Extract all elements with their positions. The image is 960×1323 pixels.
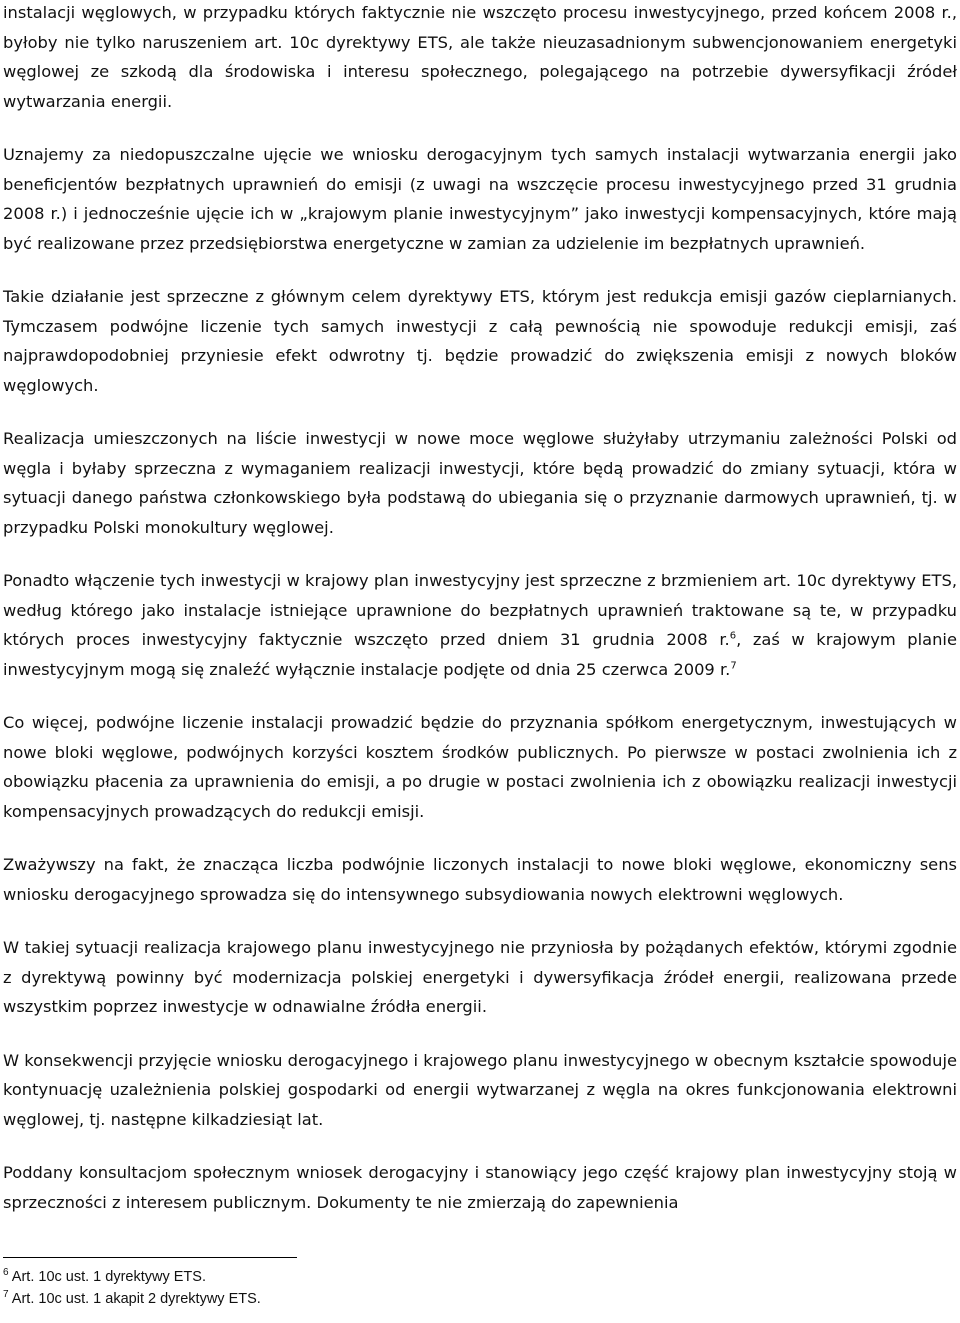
footnote-separator <box>3 1257 297 1258</box>
footnote-7 <box>3 1288 957 1310</box>
footnote-ref-6[interactable]: 6 <box>729 630 737 642</box>
paragraph-10: Poddany konsultacjom społecznym wniosek derogacyjny i stanowiący jego część krajowy plan inwestycyjny stoją w sprzeczności z interesem publicznym. Dokumenty te nie zmierzają do zapewnienia <box>3 1163 957 1212</box>
footnote-6 <box>3 1266 957 1288</box>
paragraph-6: Co więcej, podwójne liczenie instalacji prowadzić będzie do przyznania spółkom energetycznym, inwestujących w nowe bloki węglowe, podwójnych korzyści kosztem środków publicznych. Po pierwsze w postaci zwolnienia ich z obowiązku płacenia za uprawnienia do emisji, a po drugie w postaci zwolnienia ich z obowiązku realizacji inwestycji kompensacyjnych prowadzących do redukcji emisji. <box>3 713 957 821</box>
footnotes <box>3 1257 957 1310</box>
paragraph-5-text-a: Ponadto włączenie tych inwestycji w krajowy plan inwestycyjny jest sprzeczne z brzmieniem art. 10c dyrektywy ETS, według którego jako instalacje istniejące uprawnione do bezpłatnych uprawnień traktowane są te, w przypadku których proces inwestycyjny faktycznie wszczęto przed dniem 31 grudnia 2008 r. <box>3 571 957 649</box>
footnote-text: Art. 10c ust. 1 dyrektywy ETS. <box>8 1269 206 1285</box>
paragraph-3: Takie działanie jest sprzeczne z głównym celem dyrektywy ETS, którym jest redukcja emisji gazów cieplarnianych. Tymczasem podwójne liczenie tych samych inwestycji z całą pewnością nie spowoduje redukcji emisji, zaś najprawdopodobniej przyniesie efekt odwrotny tj. będzie prowadzić do zwiększenia emisji z nowych bloków węglowych. <box>3 287 957 395</box>
paragraph-2: Uznajemy za niedopuszczalne ujęcie we wniosku derogacyjnym tych samych instalacji wytwarzania energii jako beneficjentów bezpłatnych uprawnień do emisji (z uwagi na wszczęcie procesu inwestycyjnego przed 31 grudnia 2008 r.) i jednocześnie ujęcie ich w „krajowym planie inwestycyjnym” jako inwestycji kompensacyjnych, które mają być realizowane przez przedsiębiorstwa energetyczne w zamian za udzielenie im bezpłatnych uprawnień. <box>3 145 957 253</box>
footnote-ref-7[interactable]: 7 <box>730 660 737 672</box>
paragraph-7: Zważywszy na fakt, że znacząca liczba podwójnie liczonych instalacji to nowe bloki węglowe, ekonomiczny sens wniosku derogacyjnego sprowadza się do intensywnego subsydiowania nowych elektrowni węglowych. <box>3 855 957 904</box>
footnote-number: 7 <box>3 1289 9 1301</box>
paragraph-5 <box>3 566 957 684</box>
paragraph-1: instalacji węglowych, w przypadku których faktycznie nie wszczęto procesu inwestycyjnego, przed końcem 2008 r., byłoby nie tylko naruszeniem art. 10c dyrektywy ETS, ale także nieuzasadnionym subwencjonowaniem energetyki węglowej ze szkodą dla środowiska i interesu społecznego, polegającego na potrzebie dywersyfikacji źródeł wytwarzania energii. <box>3 3 957 111</box>
footnote-text: Art. 10c ust. 1 akapit 2 dyrektywy ETS. <box>8 1291 261 1307</box>
paragraph-9: W konsekwencji przyjęcie wniosku derogacyjnego i krajowego planu inwestycyjnego w obecnym kształcie spowoduje kontynuację uzależnienia polskiej gospodarki od energii wytwarzanej z węgla na okres funkcjonowania elektrowni węglowej, tj. następne kilkadziesiąt lat. <box>3 1050 957 1129</box>
paragraph-8: W takiej sytuacji realizacja krajowego planu inwestycyjnego nie przyniosła by pożądanych efektów, którymi zgodnie z dyrektywą powinny być modernizacja polskiej energetyki i dywersyfikacja źródeł energii, realizowana przede wszystkim poprzez inwestycje w odnawialne źródła energii. <box>3 938 957 1016</box>
footnote-number: 6 <box>3 1267 9 1279</box>
document-body <box>3 0 957 1241</box>
paragraph-5-text-b: , zaś w krajowym planie inwestycyjnym mogą się znaleźć wyłącznie instalacje podjęte od dnia 25 czerwca 2009 r. <box>3 630 957 679</box>
paragraph-4: Realizacja umieszczonych na liście inwestycji w nowe moce węglowe służyłaby utrzymaniu zależności Polski od węgla i byłaby sprzeczna z wymaganiem realizacji inwestycji, które będą prowadzić do zmiany sytuacji, która w sytuacji danego państwa członkowskiego była podstawą do ubiegania się o przyznanie darmowych uprawnień, tj. w przypadku Polski monokultury węglowej. <box>3 429 957 537</box>
